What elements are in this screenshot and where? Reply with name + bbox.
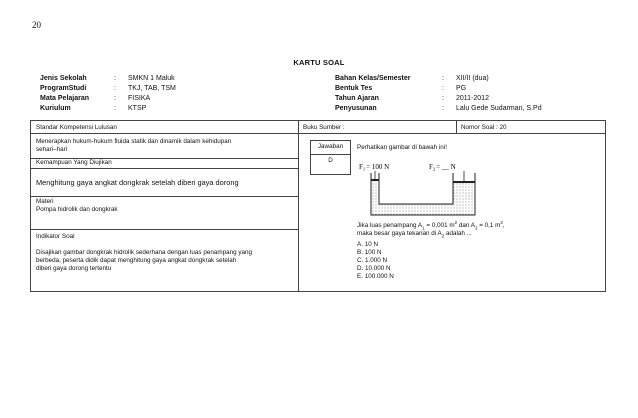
nomor-soal: Nomor Soal : 20 (461, 124, 507, 131)
skl-line: Menerapkan hukum-hukum fluida statik dan dinamik dalam kehidupan (36, 138, 232, 145)
fluid (371, 181, 475, 215)
colon: : (442, 105, 444, 112)
large-piston (453, 181, 475, 183)
meta-value: PG (456, 85, 467, 92)
small-piston (371, 179, 379, 181)
header-divider (456, 121, 457, 133)
question-text (357, 219, 505, 239)
meta-row (40, 104, 176, 114)
meta-row (335, 94, 542, 104)
meta-value: SMKN 1 Maluk (128, 75, 175, 82)
meta-row (335, 84, 542, 94)
hydraulic-jack-figure (357, 159, 485, 217)
colon: : (114, 75, 116, 82)
option-c: C. 1.000 N (357, 257, 388, 264)
instruction-text: Perhatikan gambar di bawah ini! (357, 144, 447, 151)
indikator-label: Indikator Soal (36, 233, 75, 240)
colon: : (442, 75, 444, 82)
meta-value: TKJ, TAB, TSM (128, 85, 176, 92)
meta-left (40, 74, 176, 114)
skl-line: sehari–hari (36, 146, 68, 153)
kemampuan-label: Kemampuan Yang Diujikan (36, 159, 112, 166)
skl-label: Standar Kompetensi Lulusan (36, 124, 117, 131)
indikator-line: diberi gaya dorong tertentu (36, 265, 112, 272)
option-a: A. 10 N (357, 241, 378, 248)
colon: : (114, 105, 116, 112)
option-d: D. 10.000 N (357, 265, 391, 272)
meta-row (40, 74, 176, 84)
meta-value: KTSP (128, 105, 147, 112)
meta-value: Lalu Gede Sudarman, S.Pd (456, 105, 542, 112)
meta-label: Bahan Kelas/Semester (335, 75, 411, 82)
question-line: Jika luas penampang $A_1 = 0,001$ $m^2$ dan $A_2 = 0,1$ $m^2$, (357, 219, 505, 231)
meta-label: Mata Pelajaran (40, 95, 90, 102)
meta-label: Jenis Sekolah (40, 75, 87, 82)
answer-box (310, 140, 351, 175)
question-card-table (30, 120, 606, 292)
meta-value: 2011-2012 (456, 95, 489, 102)
f2-label: $F_2=$ __ N (429, 163, 456, 172)
row-divider (31, 229, 298, 230)
skl-text (36, 138, 231, 154)
indikator-text (36, 249, 252, 273)
meta-row (335, 74, 542, 84)
answer-value: D (328, 157, 333, 164)
colon: : (442, 85, 444, 92)
meta-right (335, 74, 542, 114)
answer-label: Jawaban (311, 141, 350, 155)
colon: : (442, 95, 444, 102)
option-b: B. 100 N (357, 249, 382, 256)
meta-label: ProgramStudi (40, 85, 87, 92)
meta-value: XII/II (dua) (456, 75, 489, 82)
row-divider (298, 133, 605, 134)
meta-value: FISIKA (128, 95, 151, 102)
row-divider (31, 168, 298, 169)
page-number: 20 (32, 20, 41, 30)
answer-options (357, 241, 394, 281)
meta-row (335, 104, 542, 114)
row-divider (31, 133, 298, 134)
question-line: maka besar gaya tekanan di $A_2$ adalah ... (357, 230, 472, 239)
kemampuan-text: Menghitung gaya angkat dongkrak setelah diberi gaya dorong (36, 178, 239, 187)
indikator-line: Disajikan gambar dongkrak hidrolik sederhana dengan luas penampang yang (36, 249, 252, 256)
materi-text: Pompa hidrolik dan dongkrak (36, 206, 118, 213)
colon: : (114, 95, 116, 102)
meta-label: Tahun Ajaran (335, 95, 379, 102)
card-title: KARTU SOAL (293, 58, 345, 67)
materi-label: Materi (36, 198, 54, 205)
meta-label: Penyusunan (335, 105, 377, 112)
option-e: E. 100.000 N (357, 273, 394, 280)
meta-row (40, 84, 176, 94)
container-inner-wall (379, 173, 453, 204)
meta-row (40, 94, 176, 104)
meta-label: Kuriulum (40, 105, 71, 112)
column-divider (298, 121, 299, 291)
colon: : (114, 85, 116, 92)
buku-sumber: Buku Sumber : (303, 124, 345, 131)
row-divider (31, 196, 298, 197)
f1-label: $F_1= 100$ N (359, 163, 390, 172)
indikator-line: berbeda, peserta didik dapat menghitung gaya angkat dongkrak setelah (36, 257, 237, 264)
meta-label: Bentuk Tes (335, 85, 373, 92)
